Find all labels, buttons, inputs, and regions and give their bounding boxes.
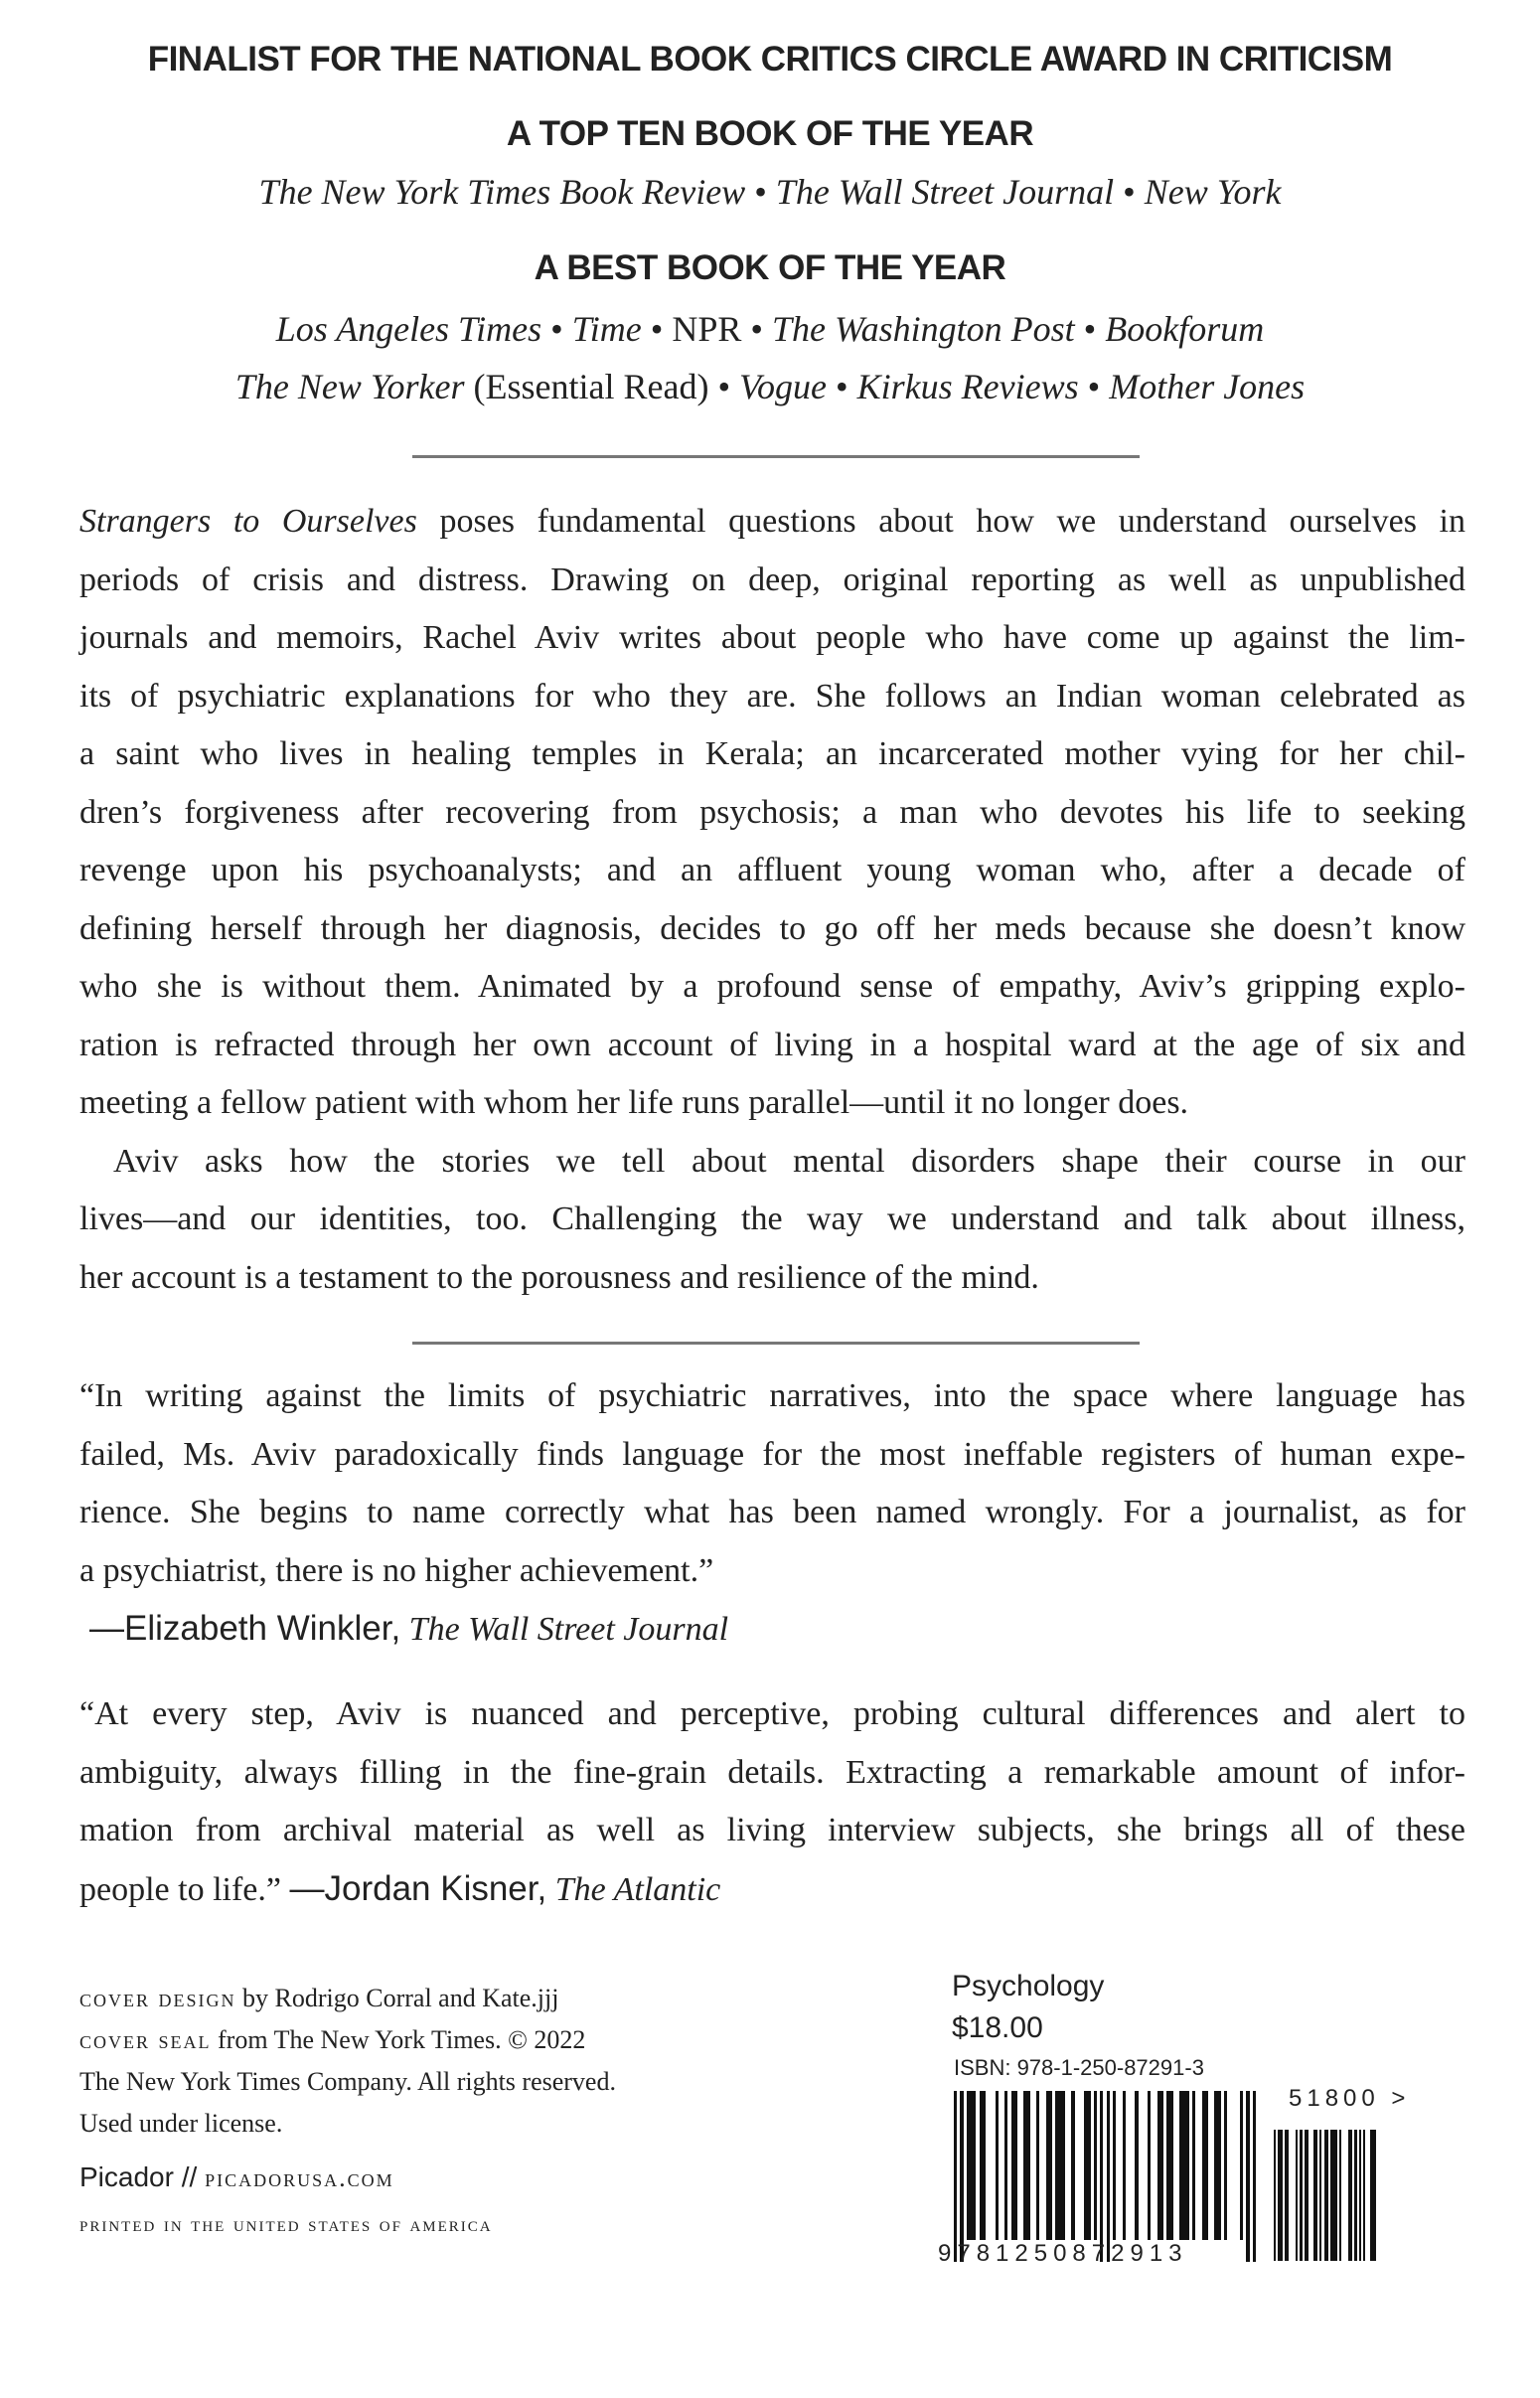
credit-label: cover seal: [79, 2025, 212, 2054]
addon-bar: [1363, 2130, 1365, 2261]
barcode-bar: [1071, 2091, 1074, 2240]
credits: [79, 1978, 854, 2245]
description-line: lives—and our identities, too. Challenging the way we understand and talk about illness,: [79, 1200, 1465, 1237]
barcode-bar: [1160, 2091, 1163, 2240]
description-line: [79, 493, 1465, 552]
category-label: Psychology: [952, 1970, 1105, 2002]
isbn-label: ISBN: 978-1-250-87291-3: [954, 2055, 1204, 2080]
addon-digits: [1289, 2085, 1410, 2113]
quote-line: rience. She begins to name correctly what has been named wrongly. For a journalist, as for: [79, 1494, 1465, 1530]
publisher-line: [79, 2157, 854, 2199]
description-line: meeting a fellow patient with whom her life runs parallel—until it no longer does.: [79, 1084, 1189, 1121]
publication: The Washington Post: [771, 309, 1075, 349]
publication: New York: [1144, 172, 1282, 212]
cover-design-credit: [79, 1978, 854, 2019]
barcode-bar: [1004, 2091, 1007, 2240]
addon-bar: [1300, 2130, 1302, 2261]
publisher-name: Picador: [79, 2161, 174, 2192]
barcode-bar: [1246, 2091, 1249, 2262]
publication: Kirkus Reviews: [856, 367, 1079, 406]
addon-bar: [1354, 2130, 1356, 2261]
addon-bar: [1326, 2130, 1328, 2261]
description-line: defining herself through her diagnosis, decides to go off her meds because she doesn’t know: [79, 909, 1465, 947]
barcode-bar: [1224, 2091, 1227, 2240]
quote-text: people to life.”: [79, 1870, 290, 1908]
barcode-bar: [1253, 2091, 1256, 2262]
barcode-bar: [1100, 2091, 1103, 2262]
addon-bar: [1281, 2130, 1283, 2261]
review-quote-2: [79, 1685, 1465, 1918]
best-book-heading: A BEST BOOK OF THE YEAR: [534, 248, 1006, 287]
bullet: •: [650, 309, 664, 349]
description-line: revenge upon his psychoanalysts; and an affluent young woman who, after a decade of: [79, 852, 1465, 888]
barcode-bar: [973, 2091, 976, 2240]
barcode-digits: 9781250872913: [938, 2240, 1188, 2267]
quote-attribution: [79, 1600, 1465, 1659]
publication: Bookforum: [1105, 309, 1265, 349]
quote-line: a psychiatrist, there is no higher achievement.”: [79, 1551, 714, 1589]
book-title: Strangers to Ourselves: [79, 503, 417, 540]
description-line: journals and memoirs, Rachel Aviv writes about people who have come up against the lim-: [79, 619, 1465, 656]
addon-bar: [1287, 2130, 1289, 2261]
bullet: •: [1123, 172, 1136, 212]
finalist-heading: FINALIST FOR THE NATIONAL BOOK CRITICS CIRCLE AWARD IN CRITICISM: [147, 40, 1393, 79]
cover-seal-credit: [79, 2019, 854, 2061]
bullet: •: [836, 367, 848, 406]
barcode-bar: [1186, 2091, 1189, 2240]
barcode-bar: [1205, 2091, 1208, 2240]
publication: Vogue: [739, 367, 828, 406]
addon-number: 51800: [1289, 2085, 1380, 2112]
company-line: The New York Times Company. All rights reserved.: [79, 2067, 616, 2096]
quote-author: —Jordan Kisner,: [289, 1868, 547, 1908]
description-line: a saint who lives in healing temples in Kerala; an incarcerated mother vying for her chil-: [79, 735, 1465, 772]
credit-label: cover design: [79, 1984, 236, 2012]
barcode-bar: [1094, 2091, 1097, 2240]
addon-bar: [1315, 2130, 1317, 2261]
description-line: Aviv asks how the stories we tell about mental disorders shape their course in our: [113, 1142, 1465, 1180]
credit-text: by Rodrigo Corral and Kate.jjj: [235, 1984, 559, 2012]
publication: Mother Jones: [1109, 367, 1306, 406]
quote-line: “At every step, Aviv is nuanced and perceptive, probing cultural differences and alert to: [79, 1695, 1465, 1732]
barcode-bar: [996, 2091, 999, 2240]
price-label: $18.00: [952, 2011, 1043, 2044]
barcode-bar: [1087, 2091, 1090, 2240]
quote-source: The Wall Street Journal: [408, 1611, 729, 1648]
bullet: •: [754, 172, 767, 212]
barcode-bar: [1170, 2091, 1173, 2240]
quote-lines: [79, 1685, 1465, 1860]
barcode-bar: [954, 2091, 957, 2262]
barcode-bar: [1049, 2091, 1052, 2240]
quote-author: —Elizabeth Winkler,: [89, 1609, 401, 1648]
addon-barcode: [1274, 2130, 1383, 2264]
addon-marker: >: [1391, 2085, 1411, 2112]
quote-line: [79, 1860, 1465, 1919]
publication: The Wall Street Journal: [775, 172, 1115, 212]
barcode-bar: [1027, 2091, 1030, 2240]
barcode-bar: [1107, 2091, 1110, 2262]
barcode-bar: [1192, 2091, 1195, 2240]
addon-bar: [1339, 2130, 1341, 2261]
publication: The New Yorker: [234, 367, 465, 406]
quote-source: The Atlantic: [554, 1870, 721, 1908]
license-line: Used under license.: [79, 2109, 283, 2138]
description-line: who she is without them. Animated by a profound sense of empathy, Aviv’s gripping explo-: [79, 968, 1465, 1005]
addon-bar: [1307, 2130, 1309, 2261]
description-line: her account is a testament to the porousness and resilience of the mind.: [79, 1258, 1039, 1296]
quote-line: failed, Ms. Aviv paradoxically finds language for the most ineffable registers of human expe-: [79, 1435, 1465, 1473]
divider: [412, 455, 1140, 458]
review-quote-1: [79, 1367, 1465, 1659]
separator: //: [173, 2161, 206, 2192]
best-publications-line1: [0, 308, 1540, 350]
quote-line: ambiguity, always filling in the fine-grain details. Extracting a remarkable amount of infor-: [79, 1753, 1465, 1791]
addon-bar: [1296, 2130, 1298, 2261]
publisher-website: picadorusa.com: [205, 2163, 394, 2192]
paragraph-1: [79, 552, 1465, 1133]
addon-bar: [1374, 2130, 1376, 2261]
barcode-bar: [1135, 2091, 1138, 2240]
bullet: •: [1087, 367, 1101, 406]
quote-line: mation from archival material as well as living interview subjects, she brings all of these: [79, 1812, 1465, 1848]
description-line: periods of crisis and distress. Drawing on deep, original reporting as well as unpublished: [79, 560, 1465, 598]
divider: [412, 1342, 1140, 1345]
barcode-bar: [1148, 2091, 1151, 2240]
bullet: •: [750, 309, 763, 349]
barcode-bar: [983, 2091, 986, 2240]
publication: The New York Times Book Review: [258, 172, 746, 212]
addon-bar: [1335, 2130, 1337, 2261]
barcode-bar: [960, 2091, 963, 2262]
addon-bar: [1319, 2130, 1321, 2261]
publication: Time: [571, 309, 642, 349]
quote-line: “In writing against the limits of psychiatric narratives, into the space where language has: [79, 1377, 1465, 1414]
top-ten-heading: A TOP TEN BOOK OF THE YEAR: [506, 114, 1034, 153]
barcode-bar: [1218, 2091, 1221, 2240]
paragraph-2: [79, 1133, 1465, 1308]
barcode-bar: [1123, 2091, 1126, 2240]
best-publications-line2: [0, 366, 1540, 407]
bullet: •: [1083, 309, 1097, 349]
barcode-bar: [1240, 2091, 1243, 2240]
description-line: its of psychiatric explanations for who they are. She follows an Indian woman celebrated as: [79, 677, 1465, 715]
addon-bar: [1274, 2130, 1276, 2261]
top-ten-publications: [0, 171, 1540, 213]
bullet: •: [717, 367, 731, 406]
description-text: poses fundamental questions about how we understand ourselves in: [416, 503, 1465, 540]
publication: NPR: [672, 309, 742, 349]
publication-note: (Essential Read): [473, 367, 709, 406]
description-line: dren’s forgiveness after recovering from psychosis; a man who devotes his life to seeking: [79, 793, 1465, 831]
addon-bar: [1350, 2130, 1352, 2261]
quote-lines: [79, 1367, 1465, 1600]
book-description: [79, 493, 1465, 1307]
publication: Los Angeles Times: [275, 309, 542, 349]
printed-line: printed in the united states of america: [79, 2211, 493, 2236]
barcode-bar: [1014, 2091, 1017, 2240]
description-line: ration is refracted through her own account of living in a hospital ward at the age of six and: [79, 1026, 1465, 1063]
barcode-bar: [1113, 2091, 1116, 2240]
addon-bar: [1359, 2130, 1361, 2261]
barcode-bar: [1036, 2091, 1039, 2240]
bullet: •: [550, 309, 563, 349]
barcode-bar: [1062, 2091, 1065, 2240]
credit-text: from The New York Times. © 2022: [211, 2025, 586, 2054]
